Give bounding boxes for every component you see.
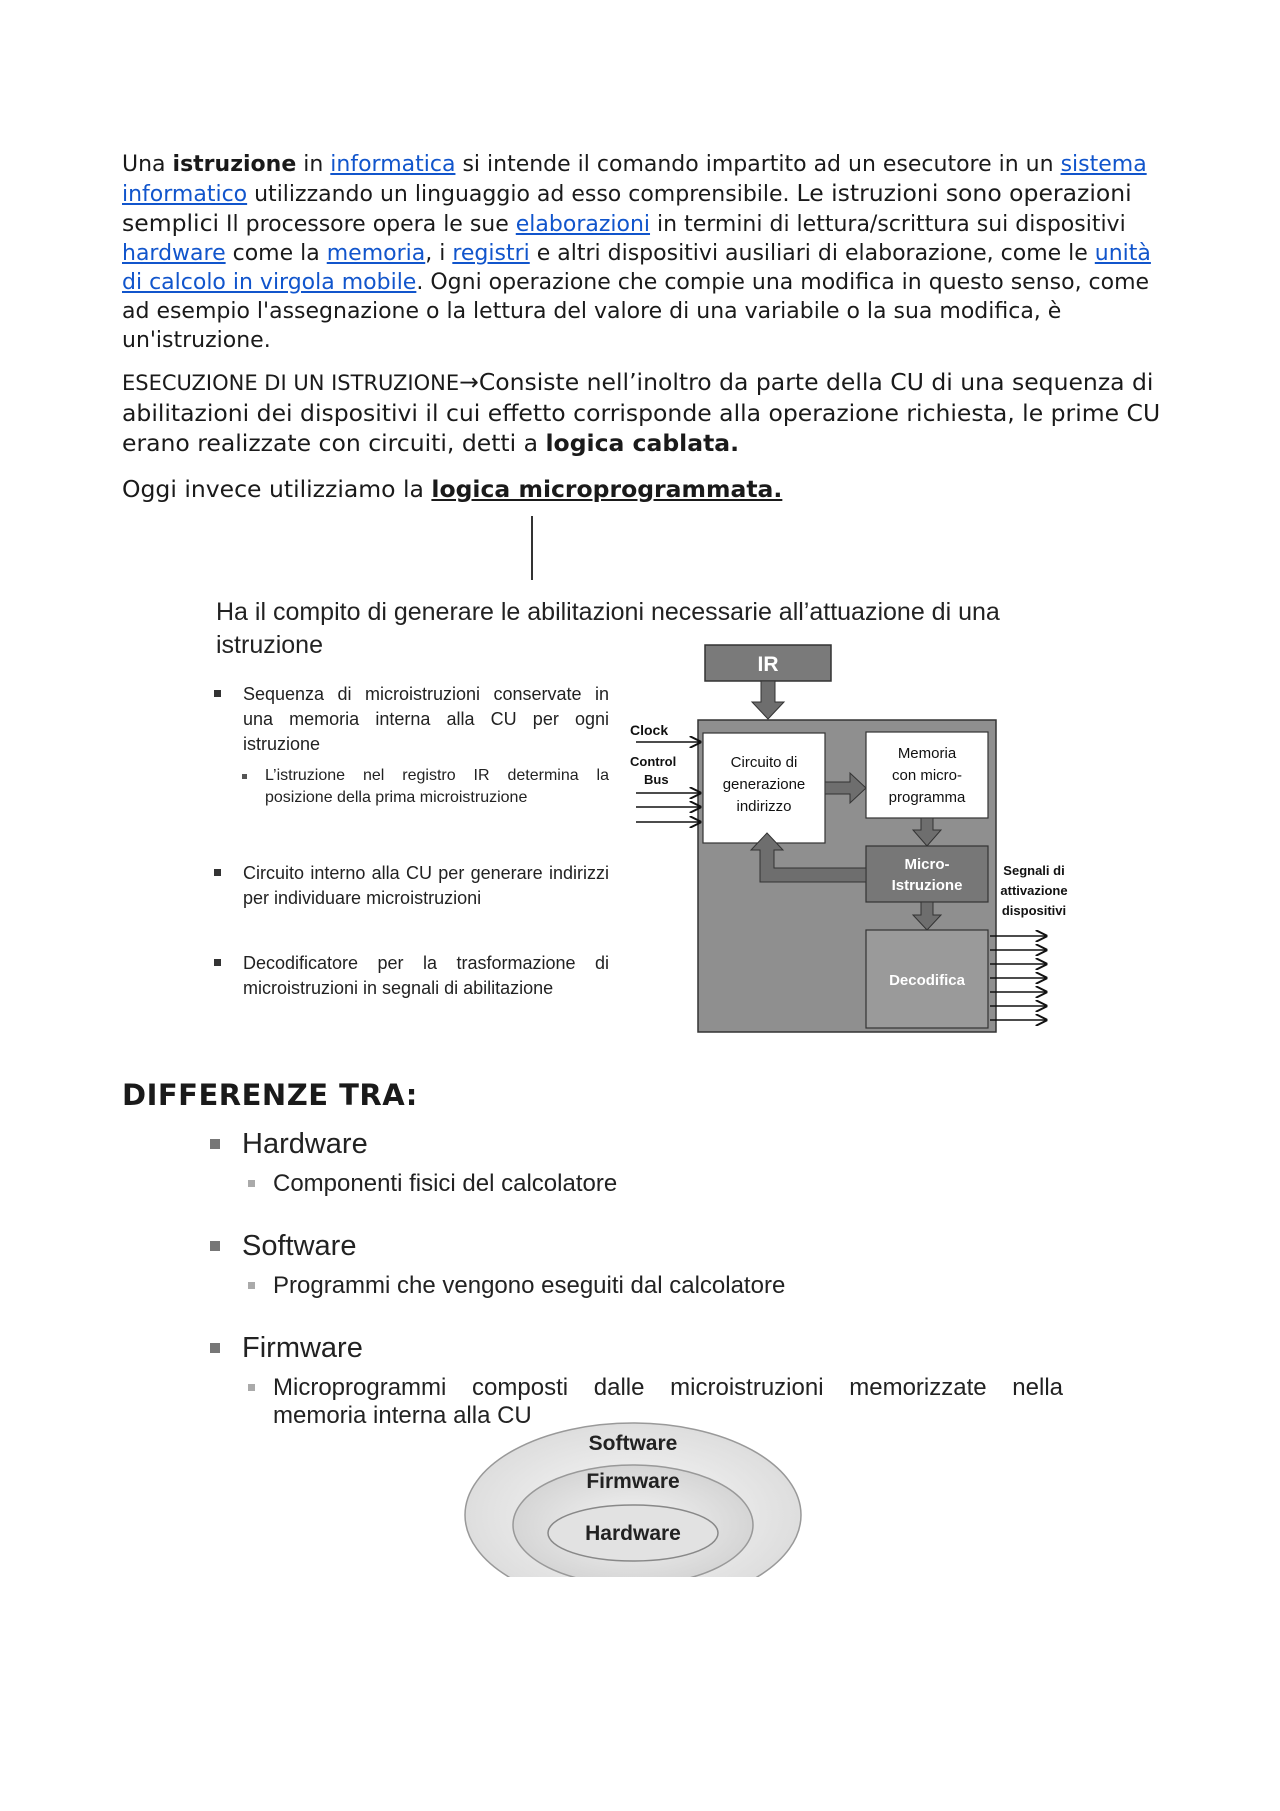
layers-diagram: [458, 1415, 808, 1585]
link-sistema-informatico[interactable]: sistema informatico: [122, 152, 1147, 207]
bullet-square-icon: [248, 1282, 255, 1289]
link-hardware[interactable]: hardware: [122, 241, 226, 266]
slide-title: Ha il compito di generare le abilitazioni necessarie all’attuazione di una istruzione: [216, 598, 1000, 659]
oggi-paragraph: [122, 474, 1172, 504]
differenze-list: [210, 1126, 1080, 1430]
segnali-label: Segnali di: [1003, 863, 1065, 878]
circuito-label: indirizzo: [736, 798, 792, 815]
micro-label: Istruzione: [891, 877, 963, 894]
bullet-square-icon: [248, 1180, 255, 1187]
hardware-label: Hardware: [585, 1522, 681, 1545]
desc-text: Programmi che vengono eseguiti dal calcolatore: [273, 1272, 786, 1299]
micro-label: Micro-: [904, 856, 950, 873]
esecuzione-label: ESECUZIONE DI UN ISTRUZIONE: [122, 371, 460, 395]
term-logica-cablata: logica cablata.: [545, 429, 740, 457]
text: come la: [225, 241, 327, 266]
item-label: Hardware: [242, 1127, 368, 1160]
cu-diagram: [628, 640, 1068, 1040]
bullet-square-icon: [248, 1384, 255, 1391]
esecuzione-paragraph: [122, 367, 1172, 458]
desc-text: Microprogrammi composti dalle microistruzioni memorizzate nella memoria interna alla CU: [273, 1374, 1063, 1429]
text: Oggi invece utilizziamo la: [122, 475, 432, 503]
desc-text: Componenti fisici del calcolatore: [273, 1170, 618, 1197]
intro-paragraph: [122, 150, 1172, 355]
control-bus-label: Control: [630, 754, 677, 769]
text: si intende il comando impartito ad un esecutore in un: [455, 152, 1061, 177]
list-item: [210, 1126, 1080, 1162]
segnali-label: dispositivi: [1001, 903, 1067, 918]
bullet-square-icon: [214, 959, 221, 966]
arrow-down-icon: [752, 681, 784, 719]
ir-label: IR: [757, 653, 779, 676]
text: , i: [425, 241, 453, 266]
circuito-label: generazione: [722, 776, 806, 793]
link-registri[interactable]: registri: [452, 241, 530, 266]
connector-line: [531, 516, 533, 580]
text: . Ogni operazione che compie una modifica in questo senso, come ad esempio l'assegnazione o la lettura del valore di una variabile o la sua modifica, è un'istruzione.: [122, 270, 1150, 353]
link-elaborazioni[interactable]: elaborazioni: [515, 212, 651, 237]
item-label: Software: [242, 1229, 357, 1262]
bullet-square-icon: [210, 1139, 220, 1149]
memoria-label: con micro-: [891, 767, 963, 784]
segnali-label: attivazione: [1000, 883, 1068, 898]
memoria-label: programma: [888, 789, 966, 806]
text: utilizzando un linguaggio ad esso comprensibile.: [247, 182, 797, 207]
link-informatica[interactable]: informatica: [330, 152, 456, 177]
circuito-label: Circuito di: [730, 754, 798, 771]
sub-bullet-item: [242, 765, 609, 809]
link-memoria[interactable]: memoria: [326, 241, 426, 266]
bullet-dot-icon: [242, 774, 247, 779]
firmware-label: Firmware: [586, 1470, 680, 1493]
term-logica-microprogrammata: logica microprogrammata.: [431, 475, 783, 503]
bullet-square-icon: [210, 1241, 220, 1251]
text: e altri dispositivi ausiliari di elaborazione, come le: [529, 241, 1095, 266]
bullet-item: [214, 951, 609, 1001]
text: in: [296, 152, 331, 177]
clock-label: Clock: [630, 722, 669, 738]
slide-bullets: [214, 682, 609, 1001]
item-label: Firmware: [242, 1331, 363, 1364]
memoria-label: Memoria: [897, 745, 957, 762]
list-item: [210, 1330, 1080, 1366]
text: Il processore opera le sue: [219, 212, 516, 237]
output-arrows: [990, 936, 1046, 1020]
bullet-square-icon: [214, 869, 221, 876]
bullet-item: [214, 861, 609, 911]
differenze-heading: DIFFERENZE TRA:: [122, 1078, 418, 1112]
decodifica-label: Decodifica: [889, 972, 965, 989]
bullet-item: [214, 682, 609, 757]
text: in termini di lettura/scrittura sui dispositivi: [650, 212, 1126, 237]
item-description: [248, 1272, 1080, 1300]
text: Consiste nell’inoltro da parte della CU di una sequenza di abilitazioni dei dispositivi il cui effetto corrisponde alla operazione richiesta, le prime CU erano realizzate con circuiti, detti a: [122, 368, 1161, 457]
link-virgola-mobile[interactable]: unità di calcolo in virgola mobile: [122, 241, 1151, 295]
sub-bullet-text: L’istruzione nel registro IR determina la posizione della prima microistruzione: [265, 767, 609, 806]
control-bus-label: Bus: [644, 772, 669, 787]
item-description: [248, 1170, 1080, 1198]
bullet-square-icon: [210, 1343, 220, 1353]
document-body: [122, 150, 1172, 504]
software-label: Software: [588, 1432, 678, 1455]
bullet-square-icon: [214, 690, 221, 697]
bullet-text: Decodificatore per la trasformazione di microistruzioni in segnali di abilitazione: [243, 953, 609, 998]
bullet-text: Circuito interno alla CU per generare indirizzi per individuare microistruzioni: [243, 863, 609, 908]
bullet-text: Sequenza di microistruzioni conservate in una memoria interna alla CU per ogni istruzione: [243, 684, 609, 754]
text-highlight: Le istruzioni sono operazioni semplici: [122, 179, 1132, 237]
arrow-right-icon: →: [459, 368, 479, 396]
list-item: [210, 1228, 1080, 1264]
term-istruzione: istruzione: [172, 152, 297, 177]
text: Una: [122, 152, 173, 177]
